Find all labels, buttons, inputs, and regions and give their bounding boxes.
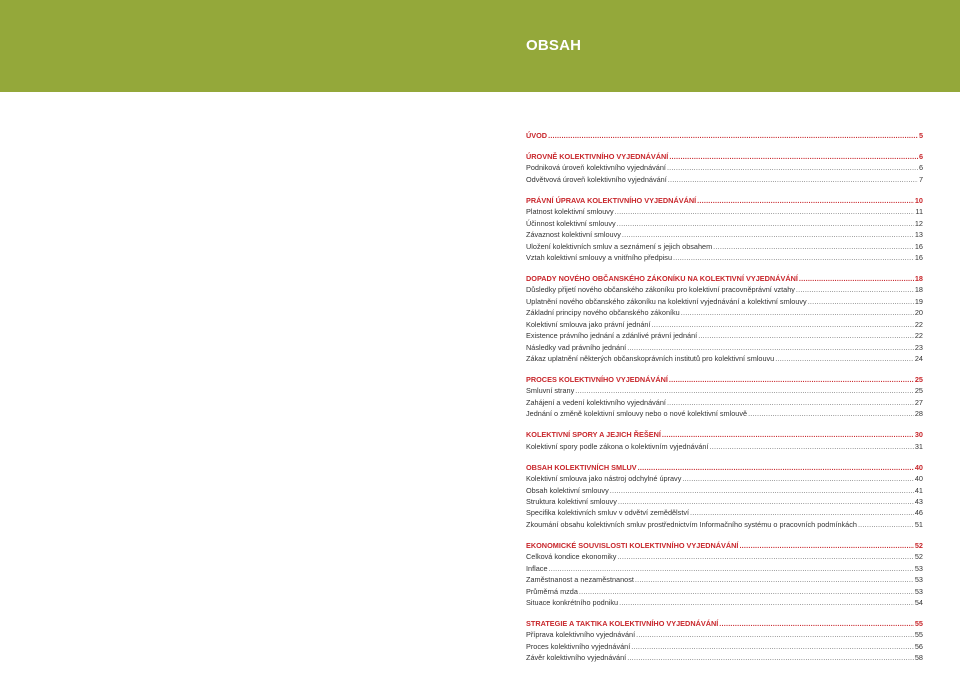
toc-section xyxy=(526,273,923,365)
toc-entry-label: Jednání o změně kolektivní smlouvy nebo o nové kolektivní smlouvě xyxy=(526,409,748,419)
dot-leader xyxy=(775,353,914,364)
dot-leader xyxy=(662,429,914,440)
dot-leader xyxy=(622,229,914,240)
dot-leader xyxy=(710,441,914,452)
toc-page-number: 40 xyxy=(914,462,923,472)
toc-entry[interactable] xyxy=(526,241,923,252)
toc-page-number: 25 xyxy=(914,386,923,396)
toc-entry[interactable] xyxy=(526,586,923,597)
toc-page-number: 18 xyxy=(914,285,923,295)
toc-entry-label: Smluvní strany xyxy=(526,386,575,396)
dot-leader xyxy=(667,397,914,408)
toc-page-number: 58 xyxy=(914,653,923,663)
dot-leader xyxy=(713,241,914,252)
dot-leader xyxy=(681,307,914,318)
toc-page-number: 20 xyxy=(914,308,923,318)
toc-entry[interactable] xyxy=(526,319,923,330)
toc-page-number: 7 xyxy=(918,174,923,184)
toc-section-heading[interactable] xyxy=(526,130,923,141)
toc-entry[interactable] xyxy=(526,507,923,518)
toc-entry[interactable] xyxy=(526,641,923,652)
toc-section xyxy=(526,195,923,264)
dot-leader xyxy=(631,641,914,652)
toc-page-number: 16 xyxy=(914,241,923,251)
toc-entry-label: PRÁVNÍ ÚPRAVA KOLEKTIVNÍHO VYJEDNÁVÁNÍ xyxy=(526,195,697,205)
toc-entry-label: OBSAH KOLEKTIVNÍCH SMLUV xyxy=(526,462,637,472)
toc-entry-label: Kolektivní smlouva jako nástroj odchylné úpravy xyxy=(526,474,682,484)
toc-entry[interactable] xyxy=(526,284,923,295)
toc-entry-label: Odvětvová úroveň kolektivního vyjednávání xyxy=(526,174,667,184)
toc-entry[interactable] xyxy=(526,397,923,408)
toc-page-number: 53 xyxy=(914,563,923,573)
toc-page-number: 28 xyxy=(914,409,923,419)
toc-section-heading[interactable] xyxy=(526,195,923,206)
header-banner xyxy=(0,0,960,92)
dot-leader xyxy=(579,586,914,597)
toc-page-number: 22 xyxy=(914,331,923,341)
dot-leader xyxy=(548,130,918,141)
toc-entry[interactable] xyxy=(526,408,923,419)
toc-entry-label: Uložení kolektivních smluv a seznámení s jejich obsahem xyxy=(526,241,713,251)
toc-section-heading[interactable] xyxy=(526,374,923,385)
toc-page-number: 16 xyxy=(914,253,923,262)
toc-entry[interactable] xyxy=(526,206,923,217)
dot-leader xyxy=(748,408,914,419)
toc-entry[interactable] xyxy=(526,229,923,240)
toc-page-number: 55 xyxy=(914,619,923,628)
toc-entry-label: Závaznost kolektivní smlouvy xyxy=(526,230,621,240)
toc-entry-label: Závěr kolektivního vyjednávání xyxy=(526,653,627,663)
dot-leader xyxy=(690,507,914,518)
dot-leader xyxy=(682,473,914,484)
toc-entry[interactable] xyxy=(526,385,923,396)
toc-page-number: 19 xyxy=(914,296,923,306)
toc-page-number: 43 xyxy=(914,497,923,506)
dot-leader xyxy=(627,342,914,353)
toc-section xyxy=(526,130,923,141)
dot-leader xyxy=(636,629,914,640)
toc-page-number: 51 xyxy=(914,519,923,529)
toc-entry[interactable] xyxy=(526,342,923,353)
toc-entry-label: Základní principy nového občanského zákoníku xyxy=(526,308,680,318)
dot-leader xyxy=(638,462,914,473)
toc-page-number: 54 xyxy=(914,598,923,608)
toc-entry-label: Zahájení a vedení kolektivního vyjednávání xyxy=(526,397,666,407)
toc-section xyxy=(526,429,923,452)
toc-entry-label: Zákaz uplatnění některých občanskoprávních institutů pro kolektivní smlouvu xyxy=(526,354,775,364)
dot-leader xyxy=(617,218,914,229)
toc-section xyxy=(526,618,923,664)
toc-page-number: 31 xyxy=(914,441,923,451)
page-title: OBSAH xyxy=(526,37,582,54)
dot-leader xyxy=(652,319,914,330)
dot-leader xyxy=(673,252,914,263)
dot-leader xyxy=(698,330,914,341)
dot-leader xyxy=(669,151,918,162)
toc-entry-label: Inflace xyxy=(526,563,548,573)
toc-page-number: 56 xyxy=(914,641,923,651)
toc-section-heading[interactable] xyxy=(526,462,923,473)
toc-entry-label: Platnost kolektivní smlouvy xyxy=(526,207,614,217)
toc-page-number: 41 xyxy=(914,485,923,495)
toc-entry-label: Kolektivní smlouva jako právní jednání xyxy=(526,319,651,329)
toc-page-number: 12 xyxy=(914,218,923,228)
toc-page-number: 23 xyxy=(914,342,923,352)
toc-page-number: 22 xyxy=(914,319,923,329)
dot-leader xyxy=(739,540,913,551)
toc-page-number: 55 xyxy=(914,630,923,640)
table-of-contents xyxy=(526,130,923,673)
toc-page-number: 5 xyxy=(918,131,923,140)
toc-entry-label: Specifika kolektivních smluv v odvětví zemědělství xyxy=(526,508,690,518)
toc-section-heading[interactable] xyxy=(526,273,923,284)
toc-section xyxy=(526,151,923,185)
toc-entry-label: Příprava kolektivního vyjednávání xyxy=(526,630,636,640)
dot-leader xyxy=(627,652,914,663)
dot-leader xyxy=(796,284,914,295)
dot-leader xyxy=(697,195,914,206)
toc-entry[interactable] xyxy=(526,162,923,173)
dot-leader xyxy=(575,385,914,396)
toc-section-heading[interactable] xyxy=(526,618,923,629)
toc-entry[interactable] xyxy=(526,652,923,663)
toc-page-number: 53 xyxy=(914,575,923,585)
toc-entry-label: Kolektivní spory podle zákona o kolektivním vyjednávání xyxy=(526,441,709,451)
toc-entry-label: DOPADY NOVÉHO OBČANSKÉHO ZÁKONÍKU NA KOLEKTIVNÍ VYJEDNÁVÁNÍ xyxy=(526,273,798,283)
toc-entry[interactable] xyxy=(526,574,923,585)
dot-leader xyxy=(549,563,914,574)
toc-entry-label: Obsah kolektivní smlouvy xyxy=(526,485,609,495)
toc-page-number: 30 xyxy=(914,430,923,440)
toc-entry-label: Situace konkrétního podniku xyxy=(526,598,619,608)
toc-entry[interactable] xyxy=(526,551,923,562)
toc-page-number: 6 xyxy=(918,163,923,173)
toc-entry[interactable] xyxy=(526,563,923,574)
toc-entry[interactable] xyxy=(526,629,923,640)
toc-page-number: 46 xyxy=(914,508,923,518)
toc-entry[interactable] xyxy=(526,174,923,185)
toc-entry-label: Struktura kolektivní smlouvy xyxy=(526,497,617,506)
toc-entry[interactable] xyxy=(526,597,923,608)
dot-leader xyxy=(615,206,915,217)
toc-entry-label: Zkoumání obsahu kolektivních smluv prostřednictvím Informačního systému o pracovních podmínkách xyxy=(526,519,857,529)
toc-section-heading[interactable] xyxy=(526,151,923,162)
toc-entry[interactable] xyxy=(526,296,923,307)
toc-page-number: 52 xyxy=(914,552,923,562)
toc-page-number: 53 xyxy=(914,586,923,596)
dot-leader xyxy=(635,574,914,585)
toc-entry[interactable] xyxy=(526,330,923,341)
toc-page-number: 24 xyxy=(914,354,923,364)
dot-leader xyxy=(858,519,914,530)
toc-section-heading[interactable] xyxy=(526,429,923,440)
dot-leader xyxy=(617,551,913,562)
toc-entry-label: PROCES KOLEKTIVNÍHO VYJEDNÁVÁNÍ xyxy=(526,375,668,384)
dot-leader xyxy=(667,162,918,173)
dot-leader xyxy=(618,496,914,507)
toc-entry[interactable] xyxy=(526,252,923,263)
toc-entry[interactable] xyxy=(526,519,923,530)
toc-entry[interactable] xyxy=(526,353,923,364)
toc-page-number: 40 xyxy=(914,474,923,484)
dot-leader xyxy=(619,597,914,608)
toc-page-number: 6 xyxy=(918,151,923,161)
toc-entry-label: Průměrná mzda xyxy=(526,586,578,596)
toc-entry-label: Následky vad právního jednání xyxy=(526,342,627,352)
toc-entry-label: KOLEKTIVNÍ SPORY A JEJICH ŘEŠENÍ xyxy=(526,430,661,440)
toc-section xyxy=(526,540,923,609)
dot-leader xyxy=(799,273,914,284)
dot-leader xyxy=(669,374,914,385)
toc-section xyxy=(526,374,923,420)
toc-entry-label: Zaměstnanost a nezaměstnanost xyxy=(526,575,634,585)
toc-entry[interactable] xyxy=(526,307,923,318)
toc-entry-label: STRATEGIE A TAKTIKA KOLEKTIVNÍHO VYJEDNÁVÁNÍ xyxy=(526,619,719,628)
dot-leader xyxy=(668,174,918,185)
toc-page-number: 25 xyxy=(914,375,923,384)
toc-page-number: 11 xyxy=(915,207,923,217)
toc-entry-label: Uplatnění nového občanského zákoníku na kolektivní vyjednávání a kolektivní smlouvy xyxy=(526,296,807,306)
toc-page-number: 27 xyxy=(914,397,923,407)
toc-entry-label: Podniková úroveň kolektivního vyjednávání xyxy=(526,163,666,173)
toc-entry[interactable] xyxy=(526,496,923,507)
toc-entry[interactable] xyxy=(526,441,923,452)
toc-entry-label: Proces kolektivního vyjednávání xyxy=(526,641,631,651)
dot-leader xyxy=(719,618,914,629)
toc-page-number: 18 xyxy=(914,273,923,283)
toc-section-heading[interactable] xyxy=(526,540,923,551)
toc-entry-label: Existence právního jednání a zdánlivé právní jednání xyxy=(526,331,698,341)
toc-section xyxy=(526,462,923,531)
toc-entry-label: ÚVOD xyxy=(526,131,548,140)
toc-entry-label: ÚROVNĚ KOLEKTIVNÍHO VYJEDNÁVÁNÍ xyxy=(526,151,669,161)
toc-entry[interactable] xyxy=(526,473,923,484)
dot-leader xyxy=(610,485,914,496)
toc-entry[interactable] xyxy=(526,218,923,229)
toc-entry[interactable] xyxy=(526,485,923,496)
toc-entry-label: Vztah kolektivní smlouvy a vnitřního předpisu xyxy=(526,253,673,262)
toc-entry-label: Účinnost kolektivní smlouvy xyxy=(526,218,616,228)
toc-entry-label: Celková kondice ekonomiky xyxy=(526,552,617,562)
toc-page-number: 10 xyxy=(914,195,923,205)
dot-leader xyxy=(808,296,914,307)
toc-entry-label: Důsledky přijetí nového občanského zákoníku pro kolektivní pracovněprávní vztahy xyxy=(526,285,795,295)
toc-entry-label: EKONOMICKÉ SOUVISLOSTI KOLEKTIVNÍHO VYJEDNÁVÁNÍ xyxy=(526,540,739,550)
toc-page-number: 13 xyxy=(914,230,923,240)
toc-page-number: 52 xyxy=(914,540,923,550)
